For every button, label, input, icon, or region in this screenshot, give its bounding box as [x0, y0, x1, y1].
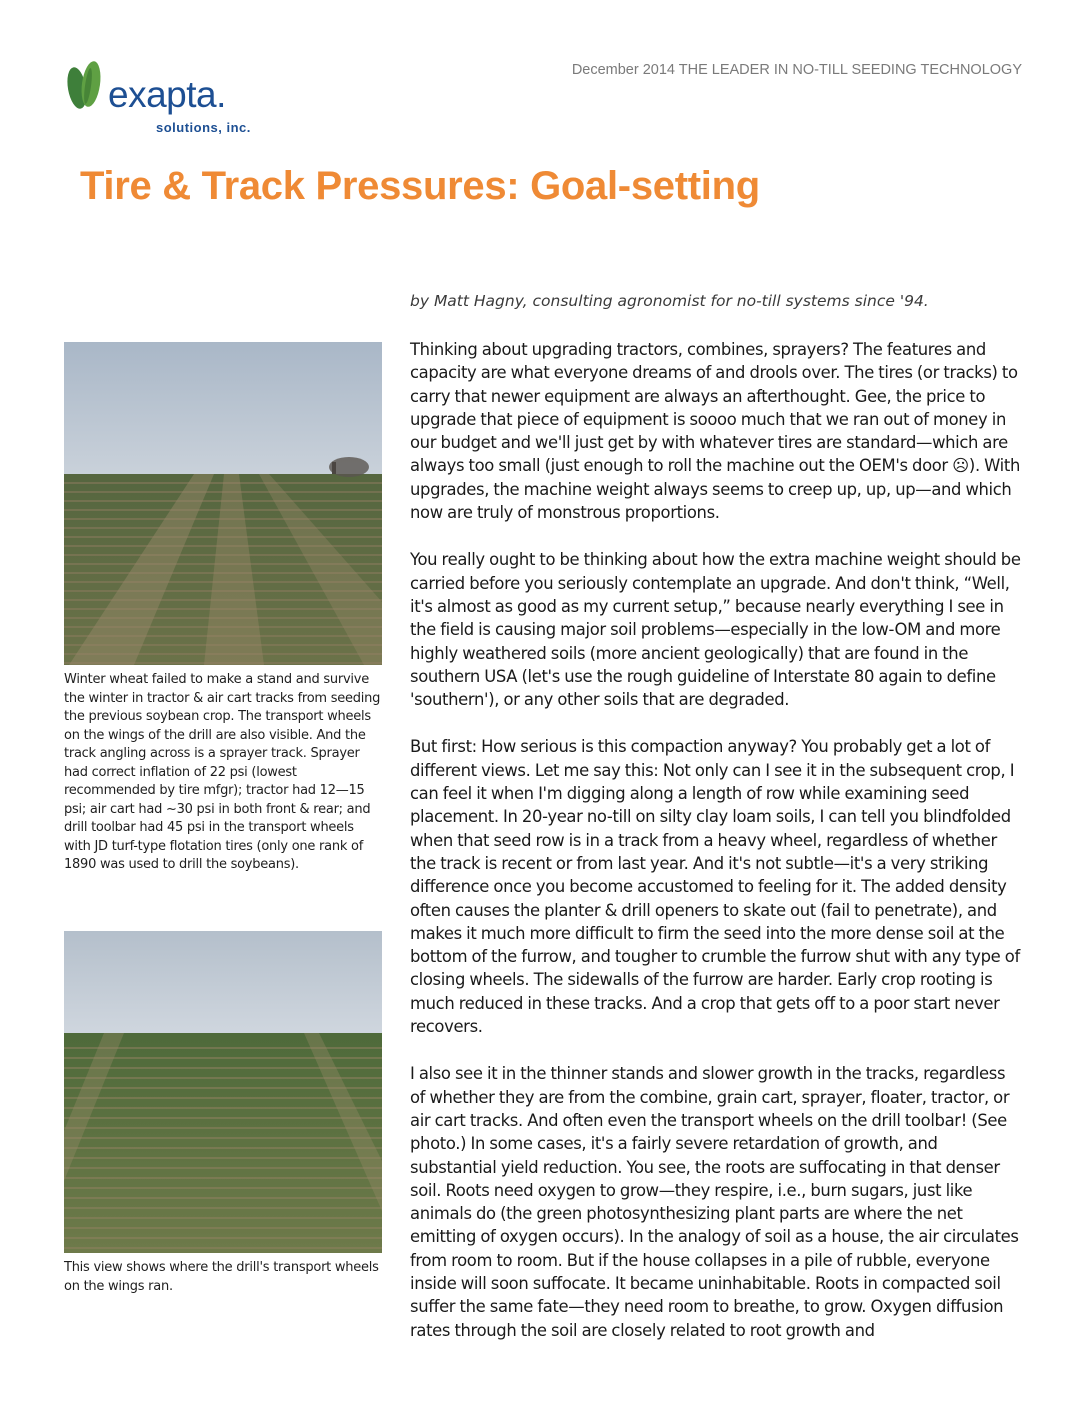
article-byline: by Matt Hagny, consulting agronomist for no-till systems since '94. [410, 292, 929, 310]
logo-wordmark: exapta. [108, 74, 226, 115]
article-title: Tire & Track Pressures: Goal-setting [80, 164, 760, 208]
photo-1-caption: Winter wheat failed to make a stand and survive the winter in tractor & air cart tracks from seeding the previous soybean crop. The transport wheels on the wings of the drill are also visible. And the track angling across is a sprayer track. Sprayer had correct inflation of 22 psi (lowest recommended by tire mfgr); tractor had 12—15 psi; air cart had ~30 psi in both front & rear; and drill toolbar had 45 psi in the transport wheels with JD turf-type flotation tires (only one rank of 1890 was used to drill the soybeans). [64, 672, 381, 872]
logo-subtitle: solutions, inc. [156, 120, 251, 135]
issue-header: December 2014 THE LEADER IN NO-TILL SEEDING TECHNOLOGY [571, 62, 1022, 78]
company-logo [64, 56, 284, 136]
article-body [410, 338, 1024, 1366]
body-paragraph: Thinking about upgrading tractors, combines, sprayers? The features and capacity are what everyone dreams of and drools over. The tires (or tracks) to carry that newer equipment are always an afterthought. Gee, the price to upgrade that piece of equipment is soooo much that we ran out of money in our budget and we'll just get by with whatever tires are standard—which are always too small (just enough to roll the machine out the OEM's door ☹). With upgrades, the machine weight always seems to creep up, up, up—and which now are truly of monstrous proportions. [410, 340, 1020, 523]
photo-2-caption: This view shows where the drill's transport wheels on the wings ran. [64, 1260, 379, 1294]
body-paragraph: You really ought to be thinking about how the extra machine weight should be carried before you seriously contemplate an upgrade. And don't think, “Well, it's almost as good as my current setup,” because nearly everything I see in the field is causing major soil problems—especially in the low-OM and more highly weathered soils (more ancient geologically) that are found in the southern USA (let's use the rough guideline of Interstate 80 again to define 'southern'), or any other soils that are degraded. [410, 550, 1021, 710]
field-photo-1 [64, 342, 382, 665]
body-paragraph: I also see it in the thinner stands and slower growth in the tracks, regardless of whether they are from the combine, grain cart, sprayer, floater, tractor, or air cart tracks. And often even the transport wheels on the drill toolbar! (See photo.) In some cases, it's a fairly severe retardation of growth, and substantial yield reduction. You see, the roots are suffocating in that denser soil. Roots need oxygen to grow—they respire, i.e., burn sugars, just like animals do (the green photosynthesizing plant parts are where the net emitting of oxygen occurs). In the analogy of soil as a house, the air circulates from room to room. But if the house collapses in a pile of rubble, everyone inside will soon suffocate. It became uninhabitable. Roots in compacted soil suffer the same fate—they need room to breathe, to grow. Oxygen diffusion rates through the soil are closely related to root growth and [410, 1064, 1019, 1340]
body-paragraph: But first: How serious is this compaction anyway? You probably get a lot of different views. Let me say this: Not only can I see it in the subsequent crop, I can feel it when I'm digging along a length of row while examining seed placement. In 20-year no-till on silty clay loam soils, I can tell you blindfolded when that seed row is in a track from a heavy wheel, regardless of whether the track is recent or from last year. And it's not subtle—it's a very striking difference once you become accustomed to feeling for it. The added density often causes the planter & drill openers to skate out (fail to penetrate), and makes it much more difficult to firm the seed into the more dense soil at the bottom of the furrow, and tougher to crumble the furrow shut with any type of closing wheels. The sidewalls of the furrow are harder. Early crop rooting is much reduced in these tracks. And a crop that gets off to a poor start never recovers. [410, 737, 1020, 1037]
field-photo-2 [64, 931, 382, 1253]
